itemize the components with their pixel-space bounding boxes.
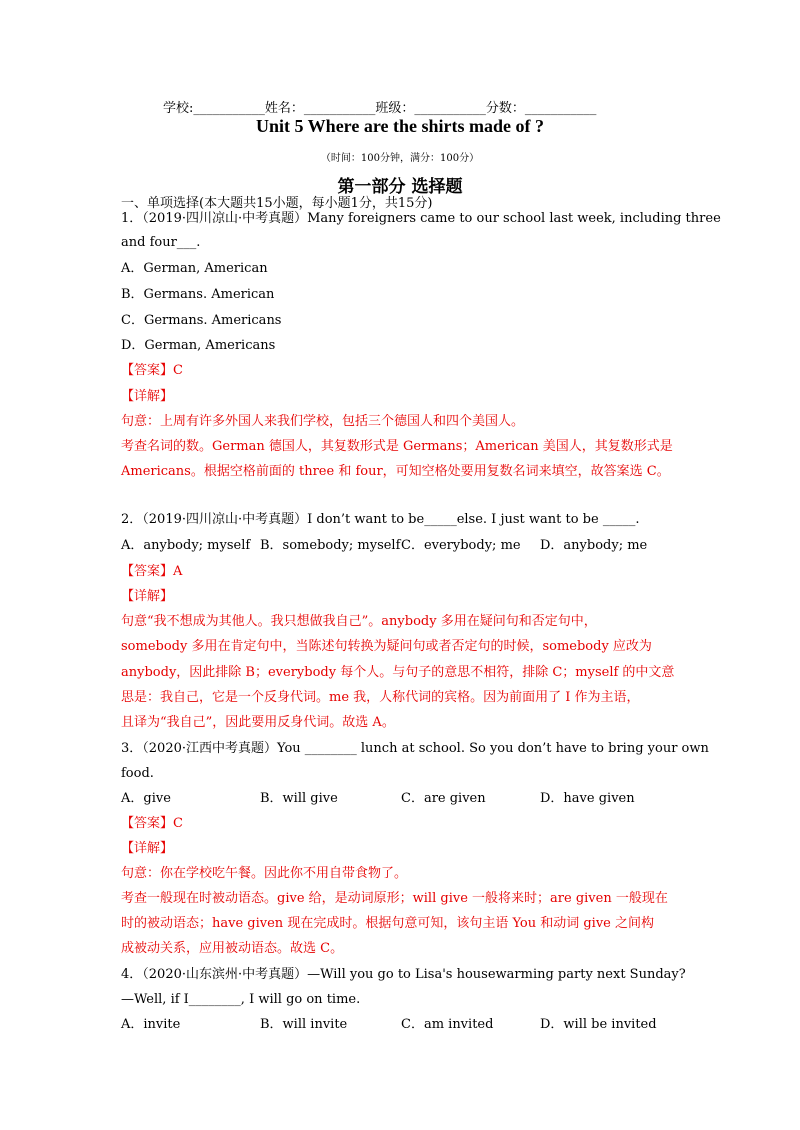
q2-option-a: A．anybody; myself <box>121 538 251 553</box>
section-heading: 一、单项选择(本大题共15小题，每小题1分，共15分) <box>121 196 433 211</box>
q3-option-a: A．give <box>121 791 171 806</box>
q2-detail-label: 【详解】 <box>121 589 174 604</box>
q2-explanation-line: 思是：我自己，它是一个反身代词。me 我，人称代词的宾格。因为前面用了 I 作为主语， <box>121 690 640 705</box>
q1-option-c: C．Germans. Americans <box>121 313 282 328</box>
q4-option-d: D．will be invited <box>540 1017 657 1032</box>
q2-answer: 【答案】A <box>121 564 183 579</box>
q3-explanation-line: 成被动关系，应用被动语态。故选 C。 <box>121 941 344 956</box>
q4-option-c: C．am invited <box>401 1017 494 1032</box>
q3-options <box>121 790 681 808</box>
q1-detail-label: 【详解】 <box>121 389 174 404</box>
q1-option-a: A．German, American <box>121 261 268 276</box>
q2-explanation-line: 且译为“我自己”，因此要用反身代词。故选 A。 <box>121 715 395 730</box>
q3-explanation-line: 时的被动语态；have given 现在完成时。根据句意可知，该句主语 You 和动词 give 之间构 <box>121 916 655 931</box>
q4-stem-cont: —Well, if I________, I will go on time. <box>121 992 361 1007</box>
q1-answer: 【答案】C <box>121 363 183 378</box>
q2-option-c: C．everybody; me <box>401 538 521 553</box>
q1-explanation-line: 考查名词的数。German 德国人，其复数形式是 Germans；American 美国人，其复数形式是 <box>121 439 673 454</box>
student-info-header: 学校:___________姓名：___________班级：___________分数：___________ <box>163 101 597 116</box>
q4-option-b: B．will invite <box>260 1017 348 1032</box>
q2-option-b: B．somebody; myself <box>260 538 401 553</box>
q1-stem: 1．（2019·四川凉山·中考真题）Many foreigners came to our school last week, including three <box>121 211 721 226</box>
q3-stem: 3．（2020·江西中考真题）You ________ lunch at school. So you don’t have to bring your own <box>121 741 709 756</box>
q3-explanation-line: 句意：你在学校吃午餐。因此你不用自带食物了。 <box>121 866 408 881</box>
q2-stem: 2．（2019·四川凉山·中考真题）I don’t want to be_____else. I just want to be _____. <box>121 512 640 527</box>
q3-explanation-line: 考查一般现在时被动语态。give 给，是动词原形；will give 一般将来时；are given 一般现在 <box>121 891 668 906</box>
exam-info: （时间：100分钟，满分：100分） <box>320 153 480 164</box>
q3-answer: 【答案】C <box>121 816 183 831</box>
q2-explanation-line: anybody，因此排除 B；everybody 每个人。与句子的意思不相符，排除 C；myself 的中文意 <box>121 665 675 680</box>
q3-detail-label: 【详解】 <box>121 841 174 856</box>
q4-options <box>121 1016 681 1034</box>
q4-stem: 4．（2020·山东滨州·中考真题）—Will you go to Lisa's housewarming party next Sunday? <box>121 967 686 982</box>
q3-stem-cont: food. <box>121 766 154 781</box>
q3-option-d: D．have given <box>540 791 635 806</box>
page-title: Unit 5 Where are the shirts made of ? <box>256 116 544 136</box>
q3-option-c: C．are given <box>401 791 486 806</box>
q1-explanation-line: 句意：上周有许多外国人来我们学校，包括三个德国人和四个美国人。 <box>121 414 525 429</box>
q2-options <box>121 537 681 555</box>
q4-option-a: A．invite <box>121 1017 181 1032</box>
part-heading: 第一部分 选择题 <box>337 177 463 197</box>
q1-option-d: D．German, Americans <box>121 338 276 353</box>
q3-option-b: B．will give <box>260 791 338 806</box>
q2-explanation-line: somebody 多用在肯定句中，当陈述句转换为疑问句或者否定句的时候，somebody 应改为 <box>121 639 652 654</box>
q1-option-b: B．Germans. American <box>121 287 275 302</box>
q2-explanation-line: 句意“我不想成为其他人。我只想做我自己”。anybody 多用在疑问句和否定句中， <box>121 614 597 629</box>
q1-stem-cont: and four___. <box>121 235 201 250</box>
q1-explanation-line: Americans。根据空格前面的 three 和 four，可知空格处要用复数名词来填空，故答案选 C。 <box>121 464 670 479</box>
q2-option-d: D．anybody; me <box>540 538 648 553</box>
